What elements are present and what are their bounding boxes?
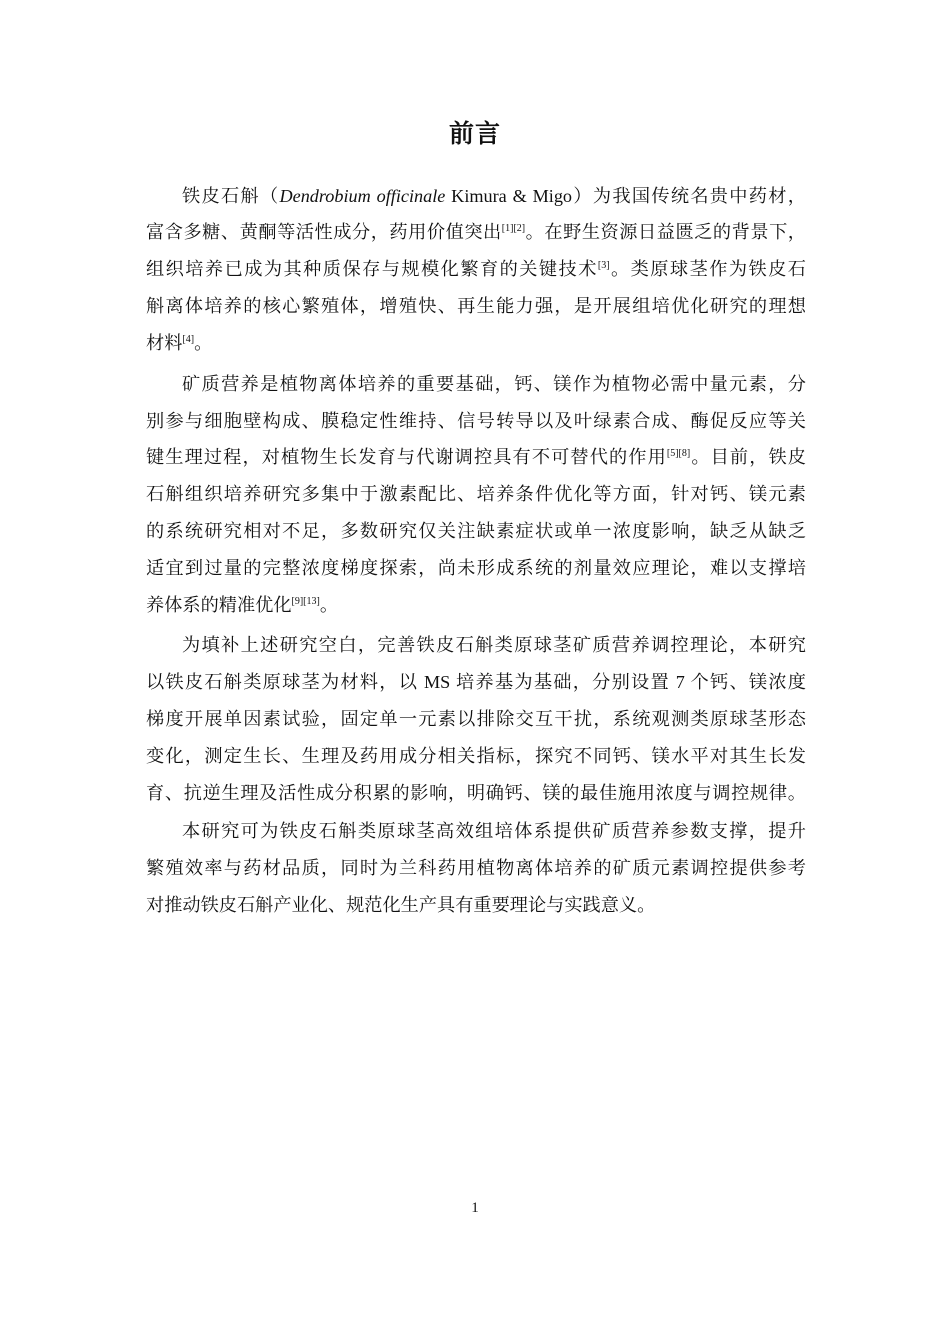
- citation-ref: [5][8]: [666, 448, 691, 459]
- page-title: 前言: [448, 119, 501, 148]
- text-line: 本研究可为铁皮石斛类原球茎高效组培体系提供矿质营养参数支撑，提升: [182, 821, 806, 841]
- text-line: [146, 325, 806, 361]
- citation-ref: [1][2]: [501, 223, 526, 234]
- text-line: 梯度开展单因素试验，固定单一元素以排除交互干扰，系统观测类原球茎形态: [146, 709, 806, 729]
- text-line: [146, 214, 806, 250]
- text-line: 石斛组织培养研究多集中于激素配比、培养条件优化等方面，针对钙、镁元素: [146, 484, 806, 504]
- text-line: 为填补上述研究空白，完善铁皮石斛类原球茎矿质营养调控理论，本研究: [182, 635, 806, 655]
- text-run: 养体系的精准优化: [146, 595, 292, 615]
- text-line: 对推动铁皮石斛产业化、规范化生产具有重要理论与实践意义。: [146, 895, 656, 915]
- text-run: 铁皮石斛（: [182, 186, 280, 206]
- citation-ref: [4]: [182, 334, 195, 345]
- text-run: Kimura & Migo）为我国传统名贵中药材，: [445, 186, 806, 206]
- text-line: [146, 439, 806, 475]
- text-line: 别参与细胞壁构成、膜稳定性维持、信号转导以及叶绿素合成、酶促反应等关: [146, 411, 806, 431]
- text-line: 的系统研究相对不足，多数研究仅关注缺素症状或单一浓度影响，缺乏从缺乏: [146, 521, 806, 541]
- text-line: 繁殖效率与药材品质，同时为兰科药用植物离体培养的矿质元素调控提供参考: [146, 858, 806, 878]
- text-run: 键生理过程，对植物生长发育与代谢调控具有不可替代的作用: [146, 447, 667, 467]
- species-name: Dendrobium officinale: [279, 186, 446, 206]
- text-line: [182, 178, 806, 214]
- text-line: 以铁皮石斛类原球茎为材料，以 MS 培养基为基础，分别设置 7 个钙、镁浓度: [146, 672, 806, 692]
- text-run: 富含多糖、黄酮等活性成分，药用价值突出: [146, 222, 502, 242]
- text-run: 。类原球茎作为铁皮石: [609, 259, 806, 279]
- text-line: 矿质营养是植物离体培养的重要基础，钙、镁作为植物必需中量元素，分: [182, 374, 806, 394]
- text-line: [146, 587, 806, 623]
- page-number: 1: [471, 1200, 479, 1216]
- citation-ref: [9][13]: [291, 596, 320, 607]
- text-line: 育、抗逆生理及活性成分积累的影响，明确钙、镁的最佳施用浓度与调控规律。: [146, 783, 806, 803]
- text-line: [146, 251, 806, 287]
- text-line: 斛离体培养的核心繁殖体，增殖快、再生能力强，是开展组培优化研究的理想: [146, 296, 806, 316]
- citation-ref: [3]: [597, 260, 610, 271]
- text-run: 。在野生资源日益匮乏的背景下，: [525, 222, 806, 242]
- text-run: 。目前，铁皮: [690, 447, 806, 467]
- text-line: 适宜到过量的完整浓度梯度探索，尚未形成系统的剂量效应理论，难以支撑培: [146, 558, 806, 578]
- text-run: 材料: [146, 333, 183, 353]
- text-line: 变化，测定生长、生理及药用成分相关指标，探究不同钙、镁水平对其生长发: [146, 746, 806, 766]
- text-run: 。: [319, 595, 339, 615]
- text-run: 组织培养已成为其种质保存与规模化繁育的关键技术: [146, 259, 598, 279]
- text-run: 。: [194, 333, 213, 353]
